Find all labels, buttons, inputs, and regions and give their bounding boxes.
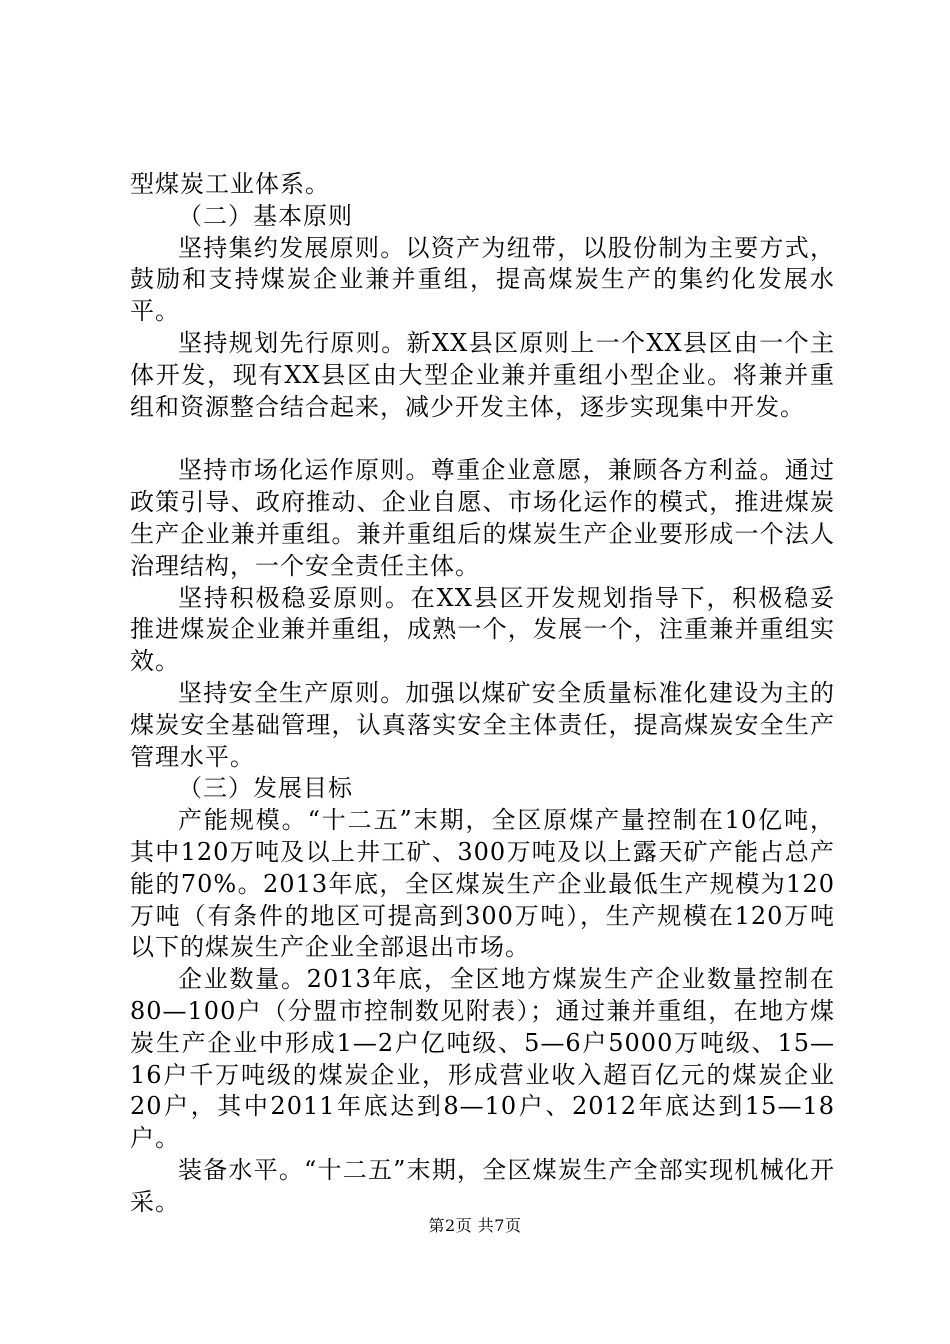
paragraph-market-operation: 坚持市场化运作原则。尊重企业意愿，兼顾各方利益。通过政策引导、政府推动、企业自愿、市场化运作的模式，推进煤炭生产企业兼并重组。兼并重组后的煤炭生产企业要形成一个法人治理结构，一个安全责任主体。 [130, 456, 835, 580]
paragraph-continuation: 型煤炭工业体系。 [130, 170, 330, 198]
paragraph-equipment-level: 装备水平。“十二五”末期，全区煤炭生产全部实现机械化开采。 [130, 1155, 835, 1216]
paragraph-steady-progress: 坚持积极稳妥原则。在XX县区开发规划指导下，积极稳妥推进煤炭企业兼并重组，成熟一个，发展一个，注重兼并重组实效。 [130, 583, 835, 676]
section-heading-basic-principles: （二）基本原则 [178, 201, 353, 230]
paragraph-intensive-development: 坚持集约发展原则。以资产为纽带，以股份制为主要方式，鼓励和支持煤炭企业兼并重组，提高煤炭生产的集约化发展水平。 [130, 233, 835, 326]
paragraph-safe-production: 坚持安全生产原则。加强以煤矿安全质量标准化建设为主的煤炭安全基础管理，认真落实安全主体责任，提高煤炭安全生产管理水平。 [130, 678, 835, 771]
paragraph-enterprise-count: 企业数量。2013年底，全区地方煤炭生产企业数量控制在80—100户（分盟市控制数见附表）；通过兼并重组，在地方煤炭生产企业中形成1—2户亿吨级、5—6户5000万吨级、15—16户千万吨级的煤炭企业，形成营业收入超百亿元的煤炭企业20户，其中2011年底达到8—10户、2012年底达到15—18户。 [130, 965, 835, 1153]
paragraph-planning-first: 坚持规划先行原则。新XX县区原则上一个XX县区由一个主体开发，现有XX县区由大型企业兼并重组小型企业。将兼并重组和资源整合结合起来，减少开发主体，逐步实现集中开发。 [130, 328, 835, 421]
document-body [130, 169, 835, 1219]
page-number-footer: 第2页 共7页 [428, 1216, 522, 1235]
section-heading-development-goals: （三）发展目标 [178, 774, 353, 803]
paragraph-capacity-scale: 产能规模。“十二五”末期，全区原煤产量控制在10亿吨，其中120万吨及以上井工矿、300万吨及以上露天矿产能占总产能的70%。2013年底，全区煤炭生产企业最低生产规模为120万吨（有条件的地区可提高到300万吨），生产规模在120万吨以下的煤炭生产企业全部退出市场。 [130, 806, 835, 962]
